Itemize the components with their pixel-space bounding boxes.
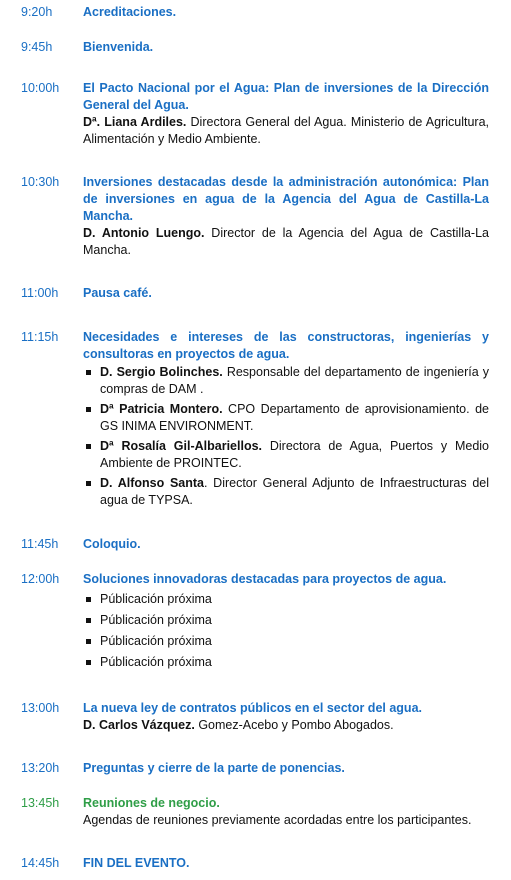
speaker-list-item xyxy=(83,475,489,509)
agenda-note: Agendas de reuniones previamente acordadas entre los participantes. xyxy=(83,813,472,827)
publication-label: Públicación próxima xyxy=(100,592,212,606)
speaker-description: Director de la Agencia del Agua de Castilla-La Mancha. xyxy=(83,226,490,257)
speaker-description: CPO Departamento de aprovisionamiento. de GS INIMA ENVIRONMENT. xyxy=(100,402,489,433)
speaker-name: Dª Rosalía Gil-Albariellos. xyxy=(100,439,263,453)
publication-item xyxy=(83,591,489,608)
agenda-time: 11:15h xyxy=(21,330,59,344)
speaker-description: Responsable del departamento de ingeniería y compras de DAM . xyxy=(100,365,489,396)
bullet-icon xyxy=(86,639,91,644)
agenda-title: Acreditaciones. xyxy=(83,5,177,19)
agenda-title: Pausa café. xyxy=(83,286,152,300)
bullet-icon xyxy=(86,407,91,412)
agenda-title: La nueva ley de contratos públicos en el sector del agua. xyxy=(83,701,422,715)
publication-item xyxy=(83,633,489,650)
publication-label: Públicación próxima xyxy=(100,634,212,648)
speaker-list-item xyxy=(83,364,489,398)
speaker-description: Directora General del Agua. Ministerio de Agricultura, Alimentación y Medio Ambiente. xyxy=(83,115,489,146)
agenda-time: 14:45h xyxy=(21,856,60,870)
publication-item xyxy=(83,612,489,629)
bullet-icon xyxy=(86,597,91,602)
speaker-name: D. Carlos Vázquez. xyxy=(83,718,195,732)
agenda-title: Soluciones innovadoras destacadas para proyectos de agua. xyxy=(83,572,447,586)
bullet-icon xyxy=(86,370,91,375)
publication-item xyxy=(83,654,489,671)
speaker-line xyxy=(83,717,489,734)
publication-label: Públicación próxima xyxy=(100,655,212,669)
speaker-description: Directora de Agua, Puertos y Medio Ambiente de PROINTEC. xyxy=(100,439,489,470)
speaker-list-item xyxy=(83,438,489,472)
agenda-title: Preguntas y cierre de la parte de ponencias. xyxy=(83,761,345,775)
speaker-line xyxy=(83,225,489,259)
agenda-time: 9:45h xyxy=(21,40,53,54)
speaker-list-item xyxy=(83,401,489,435)
agenda-time: 13:45h xyxy=(21,796,60,810)
publication-list xyxy=(83,591,489,671)
agenda-time: 13:00h xyxy=(21,701,60,715)
bullet-icon xyxy=(86,618,91,623)
agenda-title: FIN DEL EVENTO. xyxy=(83,856,190,870)
agenda-title: Reuniones de negocio. xyxy=(83,796,220,810)
speaker-name: D. Alfonso Santa xyxy=(100,476,204,490)
agenda-time: 11:45h xyxy=(21,537,59,551)
agenda-time: 9:20h xyxy=(21,5,53,19)
agenda-title: Coloquio. xyxy=(83,537,141,551)
speaker-name: Dª Patricia Montero. xyxy=(100,402,223,416)
speaker-name: D. Antonio Luengo. xyxy=(83,226,205,240)
speaker-description: Gomez-Acebo y Pombo Abogados. xyxy=(194,718,394,732)
speaker-name: Dª. Liana Ardiles. xyxy=(83,115,187,129)
speaker-line xyxy=(83,114,489,148)
agenda-title: El Pacto Nacional por el Agua: Plan de inversiones de la Dirección General del Agua. xyxy=(83,81,489,112)
bullet-icon xyxy=(86,481,91,486)
speaker-description: . Director General Adjunto de Infraestructuras del agua de TYPSA. xyxy=(100,476,490,507)
agenda-time: 10:00h xyxy=(21,81,60,95)
agenda-time: 11:00h xyxy=(21,286,59,300)
agenda-time: 10:30h xyxy=(21,175,60,189)
agenda-time: 13:20h xyxy=(21,761,60,775)
bullet-icon xyxy=(86,444,91,449)
bullet-icon xyxy=(86,660,91,665)
speaker-list xyxy=(83,364,489,509)
agenda-time: 12:00h xyxy=(21,572,60,586)
agenda-title: Inversiones destacadas desde la administración autonómica: Plan de inversiones en agua de la Agencia del Agua de Castilla-La Mancha. xyxy=(83,175,489,223)
agenda-title: Necesidades e intereses de las constructoras, ingenierías y consultoras en proyectos de agua. xyxy=(83,330,489,361)
speaker-name: D. Sergio Bolinches. xyxy=(100,365,223,379)
publication-label: Públicación próxima xyxy=(100,613,212,627)
agenda-title: Bienvenida. xyxy=(83,40,154,54)
